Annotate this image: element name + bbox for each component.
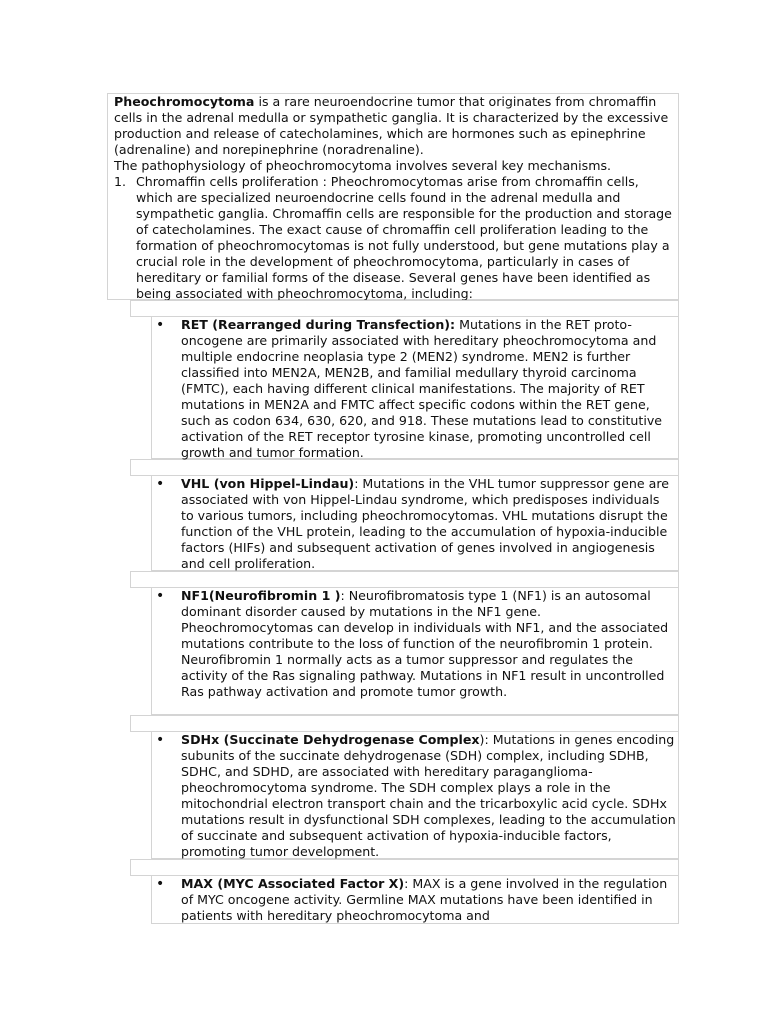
bullet-icon: • (156, 588, 165, 604)
gene-name: NF1(Neurofibromin 1 ) (181, 588, 341, 603)
gene-paragraph (181, 476, 676, 572)
gene-name: MAX (MYC Associated Factor X) (181, 876, 405, 891)
list-item (114, 174, 674, 302)
gene-description: : Neurofibromatosis type 1 (NF1) is an autosomal dominant disorder caused by mutations in the NF1 gene. Pheochromocytomas can develop in individuals with NF1, and the associated mutations contribute to the loss of function of the neurofibromin 1 protein. Neurofibromin 1 normally acts as a tumor suppressor and regulates the activity of the Ras signaling pathway. Mutations in NF1 result in uncontrolled Ras pathway activation and promote tumor growth. (181, 588, 669, 699)
bullet-icon: • (156, 317, 165, 333)
gene-description: : MAX is a gene involved in the regulation of MYC oncogene activity. Germline MAX mutations have been identified in patients with hereditary pheochromocytoma and (181, 876, 668, 923)
definition-text: is a rare neuroendocrine tumor that originates from chromaffin cells in the adrenal medulla or sympathetic ganglia. It is characterized by the excessive production and release of catecholamines, which are hormones such as epinephrine (adrenaline) and norepinephrine (noradrenaline). (114, 94, 669, 157)
definition-paragraph (114, 94, 674, 158)
gene-paragraph (181, 588, 676, 700)
empty-row (130, 571, 679, 588)
gene-name: RET (Rearranged during Transfection): (181, 317, 456, 332)
gene-description: Mutations in the RET proto-oncogene are primarily associated with hereditary pheochromocytoma and multiple endocrine neoplasia type 2 (MEN2) syndrome. MEN2 is further classified into MEN2A, MEN2B, and familial medullary thyroid carcinoma (FMTC), each having different clinical manifestations. The majority of RET mutations in MEN2A and FMTC affect specific codons within the RET gene, such as codon 634, 630, 620, and 918. These mutations lead to constitutive activation of the RET receptor tyrosine kinase, promoting uncontrolled cell growth and tumor formation. (181, 317, 663, 460)
gene-item-nf1 (151, 587, 679, 715)
empty-row (130, 859, 679, 876)
gene-item-ret (151, 316, 679, 459)
list-number: 1. (114, 174, 127, 189)
gene-paragraph (181, 317, 676, 461)
empty-row (130, 715, 679, 732)
list-item-text: Chromaffin cells proliferation : Pheochromocytomas arise from chromaffin cells, which are specialized neuroendocrine cells found in the adrenal medulla and sympathetic ganglia. Chromaffin cells are responsible for the production and storage of catecholamines. The exact cause of chromaffin cell proliferation leading to the formation of pheochromocytomas is not fully understood, but gene mutations play a crucial role in the development of pheochromocytoma, particularly in cases of hereditary or familial forms of the disease. Several genes have been identified as being associated with pheochromocytoma, including: (136, 174, 672, 301)
gene-description: : Mutations in the VHL tumor suppressor gene are associated with von Hippel-Lindau syndrome, which predisposes individuals to various tumors, including pheochromocytomas. VHL mutations disrupt the function of the VHL protein, leading to the accumulation of hypoxia-inducible factors (HIFs) and subsequent activation of genes involved in angiogenesis and cell proliferation. (181, 476, 669, 571)
gene-description: ): Mutations in genes encoding subunits of the succinate dehydrogenase (SDH) complex, including SDHB, SDHC, and SDHD, are associated with hereditary paraganglioma-pheochromocytoma syndrome. The SDH complex plays a role in the mitochondrial electron transport chain and the tricarboxylic acid cycle. SDHx mutations result in dysfunctional SDH complexes, leading to the accumulation of succinate and subsequent activation of hypoxia-inducible factors, promoting tumor development. (181, 732, 676, 859)
bullet-icon: • (156, 876, 165, 892)
gene-paragraph (181, 876, 676, 924)
bullet-icon: • (156, 732, 165, 748)
intro-section (107, 93, 679, 300)
gene-name: SDHx (Succinate Dehydrogenase Complex (181, 732, 480, 747)
gene-item-vhl (151, 475, 679, 571)
term-bold: Pheochromocytoma (114, 94, 255, 109)
gene-paragraph (181, 732, 676, 860)
pathophysiology-paragraph: The pathophysiology of pheochromocytoma involves several key mechanisms. (114, 158, 612, 173)
gene-item-max (151, 875, 679, 924)
gene-name: VHL (von Hippel-Lindau) (181, 476, 355, 491)
bullet-icon: • (156, 476, 165, 492)
gene-item-sdhx (151, 731, 679, 859)
empty-row (130, 459, 679, 476)
empty-row (130, 300, 679, 317)
numbered-list (114, 174, 674, 302)
